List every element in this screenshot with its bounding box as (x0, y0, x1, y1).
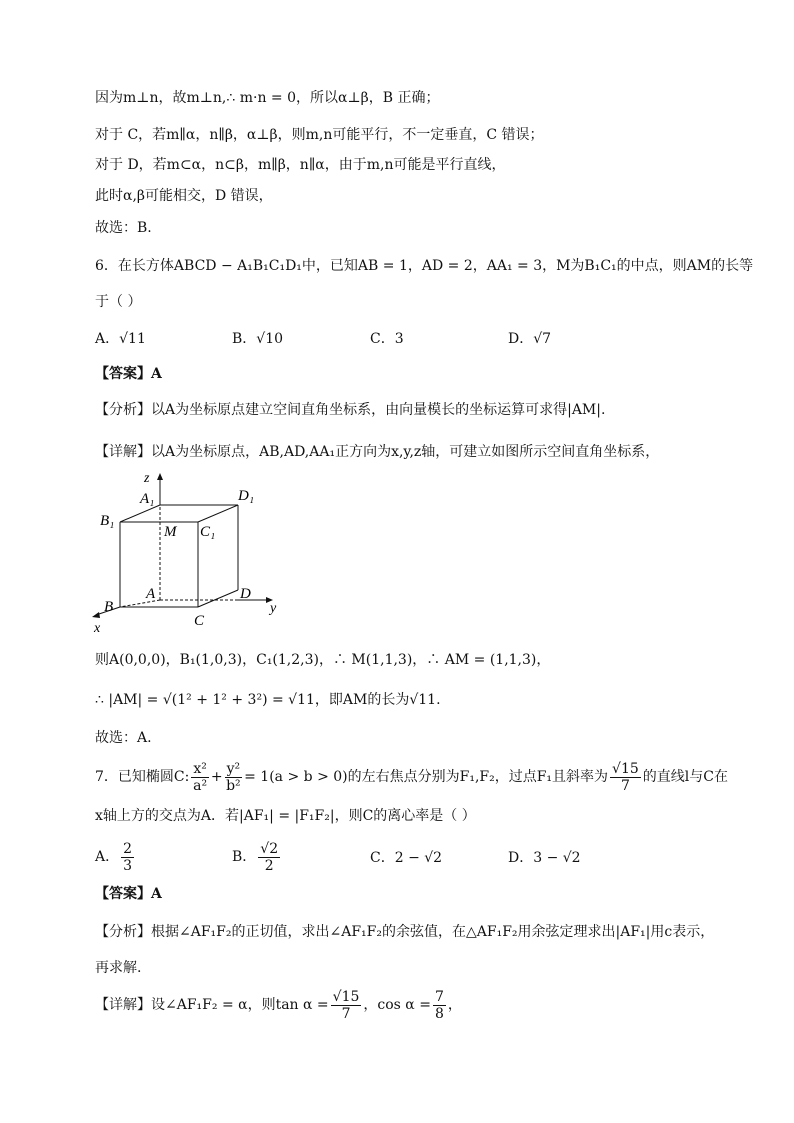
label-x: x (94, 621, 101, 635)
q6-analysis: 【分析】以A为坐标原点建立空间直角坐标系，由向量模长的坐标运算可求得|AM|. (95, 402, 606, 418)
label-a: A (146, 586, 156, 602)
q6-detail: 【详解】以A为坐标原点，AB,AD,AA₁正方向为x,y,z轴，可建立如图所示空间直角坐标系， (95, 444, 660, 460)
q6-stem: 6．在长方体ABCD − A₁B₁C₁D₁中，已知AB = 1，AD = 2，AA₁ = 3，M为B₁C₁的中点，则AM的长等 (95, 258, 754, 274)
label-b1: B₁ (100, 513, 115, 529)
label-d: D (240, 586, 251, 602)
q6-option-c: C．3 (370, 331, 404, 347)
q7-stem-mid: = 1(a > b > 0)的左右焦点分别为F₁,F₂，过点F₁且斜率为 (244, 769, 609, 785)
q6-stem-cont: 于（ ） (95, 294, 142, 310)
q6-length: ∴ |AM| = √(1² + 1² + 3²) = √11，即AM的长为√11. (95, 692, 441, 708)
x-axis-arrow (92, 612, 100, 618)
q6-answer: 【答案】A (95, 366, 162, 382)
q7-tan-frac: $\frac{√15}{7}$ (332, 988, 360, 1022)
solution-line-d: 对于 D，若m⊂α，n⊂β，m∥β，n∥α，由于m,n可能是平行直线， (95, 157, 506, 173)
q7-option-a: A． $\frac{2}{3}$ (95, 840, 133, 874)
solution-line-b: 因为m⊥n，故m⊥n,∴ m·n = 0，所以α⊥β，B 正确； (95, 90, 440, 106)
label-c: C (194, 613, 205, 629)
solution-choice-b: 故选：B. (95, 220, 152, 236)
q7-stem-pre: 7．已知椭圆C: (95, 769, 190, 785)
z-axis-arrow (157, 473, 163, 480)
q7-slope-frac: $\frac{√15}{7}$ (612, 760, 639, 794)
q6-option-a: A．√11 (95, 331, 146, 347)
q7-stem: 7．已知椭圆C: $\frac{\text{x²}}{\text{a²}}$ + $\frac{\text{y²}}{\text{b²}}$ = 1(a > b > 0)的左右焦点分别为F₁,F₂，过点F₁且斜率为 $\frac{√15}{7}$ 的直线l与C在 (95, 760, 728, 794)
solution-line-d2: 此时α,β可能相交，D 错误， (95, 188, 273, 204)
q7-option-d: D．3 − √2 (508, 850, 581, 866)
q7-option-b: B． $\frac{√2}{2}$ (232, 840, 279, 874)
label-d1: D₁ (238, 488, 255, 504)
q7-stem-cont: x轴上方的交点为A．若|AF₁| = |F₁F₂|，则C的离心率是（ ） (95, 808, 476, 824)
q6-option-d: D．√7 (508, 331, 552, 347)
q7-analysis: 【分析】根据∠AF₁F₂的正切值，求出∠AF₁F₂的余弦值，在△AF₁F₂用余弦定理求出|AF₁|用c表示， (95, 924, 715, 940)
edge-c1-d1 (198, 505, 238, 522)
edge-a1-b1 (120, 505, 160, 522)
label-a1: A₁ (140, 491, 155, 507)
q7-cos-frac: $\frac{7}{8}$ (434, 988, 444, 1022)
label-m: M (164, 524, 177, 540)
q6-option-b: B．√10 (232, 331, 284, 347)
q7-answer: 【答案】A (95, 886, 162, 902)
cuboid-figure (88, 470, 288, 635)
q7-frac-y: $\frac{\text{y²}}{\text{b²}}$ (226, 760, 241, 794)
q6-coords: 则A(0,0,0)，B₁(1,0,3)，C₁(1,2,3)，∴ M(1,1,3)，∴ AM = (1,1,3)， (95, 652, 551, 668)
q7-frac-x: $\frac{\text{x²}}{\text{a²}}$ (193, 760, 208, 794)
q7-option-c: C．2 − √2 (370, 850, 443, 866)
label-c1: C₁ (200, 524, 216, 540)
q7-stem-post: 的直线l与C在 (642, 769, 728, 785)
label-z: z (144, 471, 150, 486)
label-y: y (270, 601, 277, 616)
label-b: B (104, 599, 114, 615)
q6-choice: 故选：A. (95, 730, 152, 746)
q7-detail: 【详解】设∠AF₁F₂ = α，则tan α = $\frac{√15}{7}$ ，cos α = $\frac{7}{8}$ ， (95, 988, 462, 1022)
q7-analysis-cont: 再求解. (95, 960, 142, 976)
solution-line-c: 对于 C，若m∥α，n∥β，α⊥β，则m,n可能平行，不一定垂直，C 错误； (95, 127, 544, 143)
edge-c-d (198, 590, 238, 607)
